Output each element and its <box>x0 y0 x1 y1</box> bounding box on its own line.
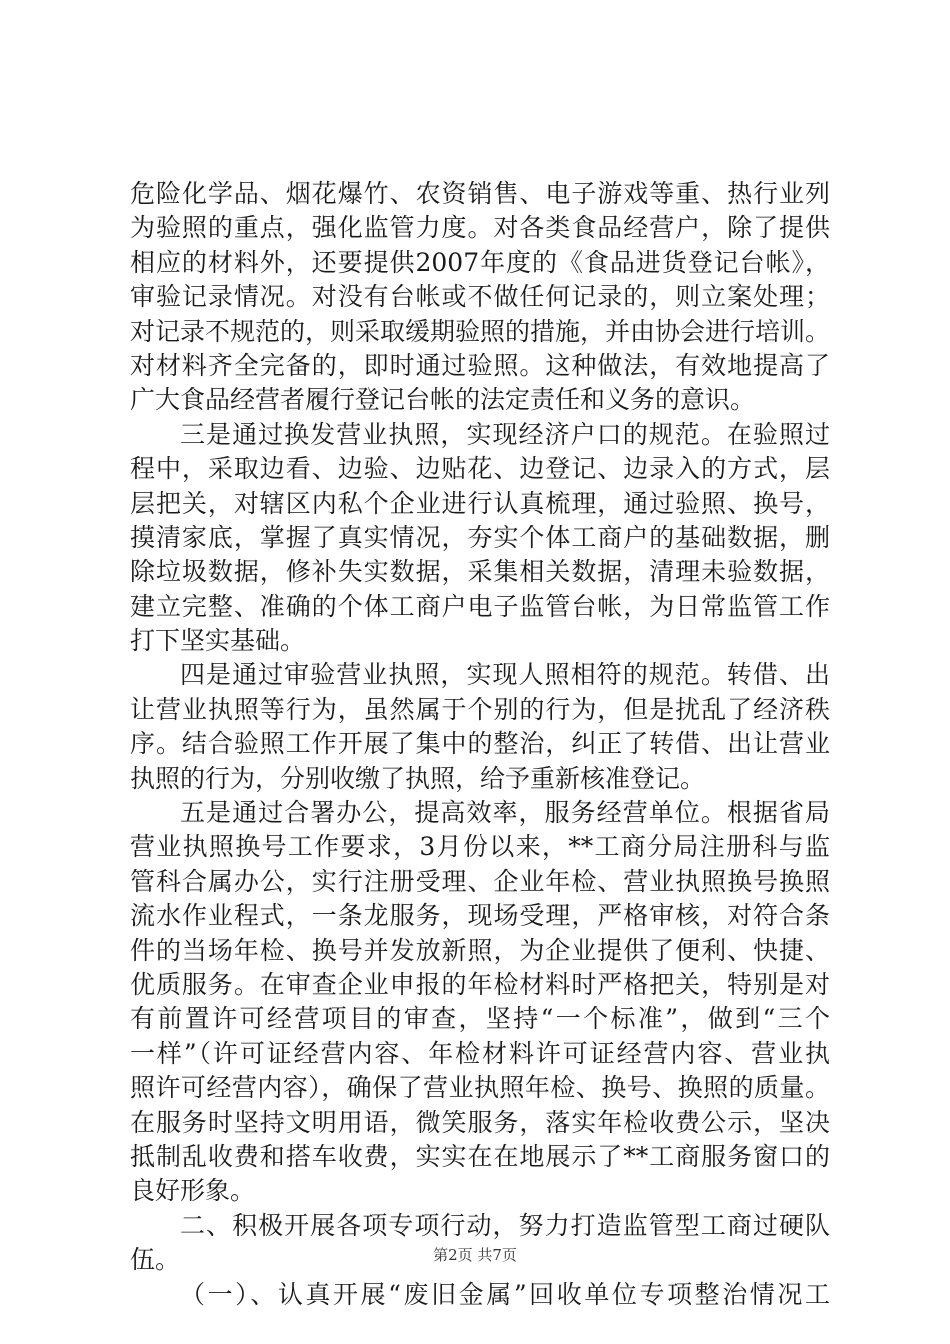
text-line: 对材料齐全完备的，即时通过验照。这种做法，有效地提高了 <box>130 350 830 380</box>
text-line: 有前置许可经营项目的审查，坚持“一个标准”，做到“三个 <box>130 1004 830 1034</box>
document-body <box>130 177 830 1312</box>
text-line: 优质服务。在审查企业申报的年检材料时严格把关，特别是对 <box>130 969 830 999</box>
text-line: 营业执照换号工作要求，3月份以来，**工商分局注册科与监 <box>130 832 830 862</box>
text-line: 为验照的重点，强化监管力度。对各类食品经营户，除了提供 <box>130 213 830 243</box>
text-line: 四是通过审验营业执照，实现人照相符的规范。转借、出 <box>180 660 830 690</box>
text-line: 流水作业程式，一条龙服务，现场受理，严格审核，对符合条 <box>130 901 830 931</box>
text-line: 广大食品经营者履行登记台帐的法定责任和义务的意识。 <box>130 385 756 415</box>
text-line: 伍。 <box>130 1245 181 1275</box>
text-line: 五是通过合署办公，提高效率，服务经营单位。根据省局 <box>180 798 830 828</box>
text-line: 照许可经营内容），确保了营业执照年检、换号、换照的质量。 <box>130 1073 830 1103</box>
text-line: 让营业执照等行为，虽然属于个别的行为，但是扰乱了经济秩 <box>130 694 830 724</box>
text-line: 危险化学品、烟花爆竹、农资销售、电子游戏等重、热行业列 <box>130 179 830 208</box>
text-line: 建立完整、准确的个体工商户电子监管台帐，为日常监管工作 <box>130 591 830 621</box>
page-footer: 第2页 共7页 <box>433 1246 517 1264</box>
text-line: 执照的行为，分别收缴了执照，给予重新核准登记。 <box>130 763 706 793</box>
text-line: 审验记录情况。对没有台帐或不做任何记录的，则立案处理； <box>130 282 830 312</box>
text-line: 对记录不规范的，则采取缓期验照的措施，并由协会进行培训。 <box>130 316 831 346</box>
text-line: 层把关，对辖区内私个企业进行认真梳理，通过验照、换号， <box>130 488 830 518</box>
text-line: 除垃圾数据，修补失实数据，采集相关数据，清理未验数据， <box>130 557 830 587</box>
text-line: 程中，采取边看、边验、边贴花、边登记、边录入的方式，层 <box>130 454 830 484</box>
text-line: 打下坚实基础。 <box>130 626 306 656</box>
text-line: 序。结合验照工作开展了集中的整治，纠正了转借、出让营业 <box>130 729 830 759</box>
text-line: 抵制乱收费和搭车收费，实实在在地展示了**工商服务窗口的 <box>130 1141 830 1171</box>
text-line: 件的当场年检、换号并发放新照，为企业提供了便利、快捷、 <box>130 935 830 965</box>
text-line: 一样”（许可证经营内容、年检材料许可证经营内容、营业执 <box>130 1038 830 1068</box>
text-line: 管科合属办公，实行注册受理、企业年检、营业执照换号换照 <box>130 866 830 896</box>
text-line: 在服务时坚持文明用语，微笑服务，落实年检收费公示，坚决 <box>130 1107 830 1137</box>
text-line: 良好形象。 <box>130 1176 256 1206</box>
text-line: 二、积极开展各项专项行动，努力打造监管型工商过硬队 <box>180 1210 830 1240</box>
text-line: 三是通过换发营业执照，实现经济户口的规范。在验照过 <box>180 419 830 449</box>
text-line: 相应的材料外，还要提供2007年度的《食品进货登记台帐》， <box>130 247 830 277</box>
text-line: 摸清家底，掌握了真实情况，夯实个体工商户的基础数据，删 <box>130 522 830 552</box>
text-line: （一）、认真开展“废旧金属”回收单位专项整治情况工 <box>180 1279 830 1309</box>
